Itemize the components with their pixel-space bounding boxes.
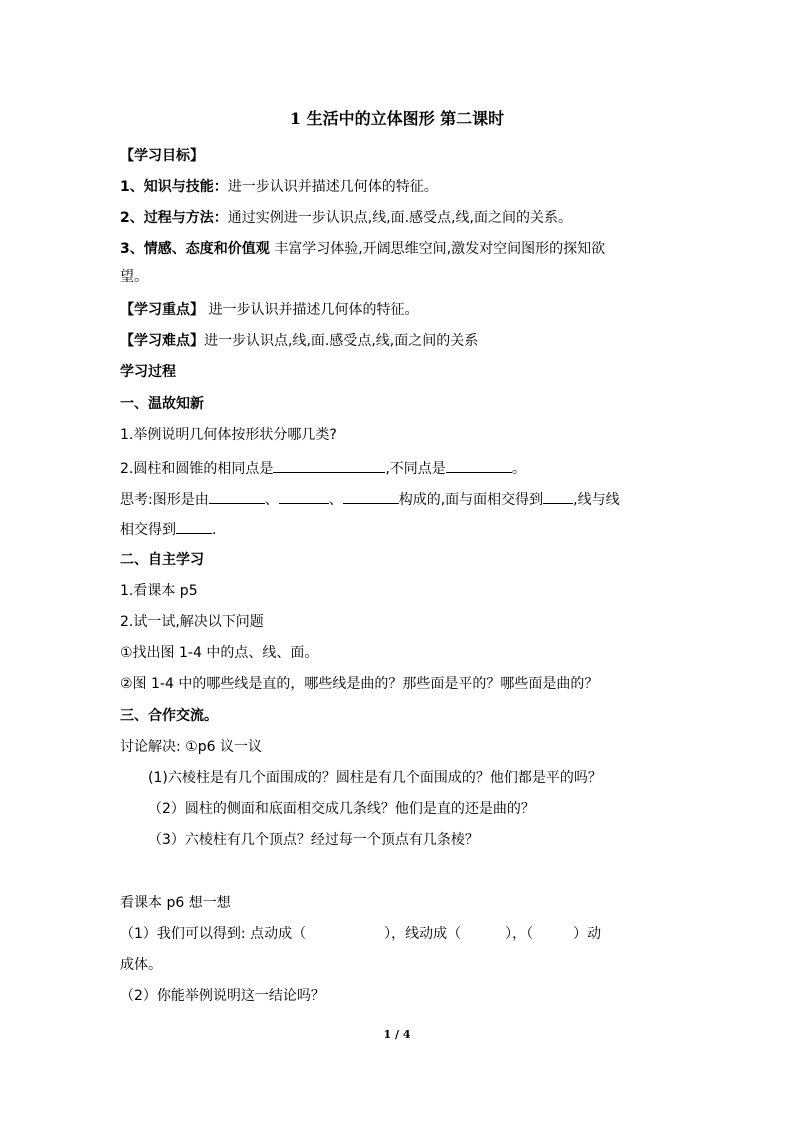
think-part-e: .: [212, 522, 217, 538]
objectives-header: 【学习目标】: [120, 148, 204, 164]
objective-1-label: 1、知识与技能：: [120, 179, 228, 195]
section4-line-2: [120, 924, 680, 944]
section1-q2: [120, 456, 680, 479]
section4-line-3: 成体。: [120, 957, 162, 973]
objective-3-label: 3、情感、态度和价值观: [120, 241, 270, 257]
section4-l2-part-c: ），（: [505, 926, 534, 942]
section1-q2-part-c: 。: [511, 461, 526, 477]
section1-q1: 1.举例说明几何体按形状分哪几类?: [120, 427, 337, 443]
objective-3-continued: 望。: [120, 269, 148, 285]
blank-element-3[interactable]: [343, 487, 399, 504]
objective-2-text: 通过实例进一步认识点,线,面.感受点,线,面之间的关系。: [227, 210, 572, 226]
section4-line-4: （2）你能举例说明这一结论吗？: [120, 988, 325, 1004]
think-part-b: 构成的,面与面相交得到: [398, 492, 544, 508]
difficulty-label: 【学习难点】: [120, 333, 204, 349]
page-number: 1 / 4: [383, 1028, 411, 1041]
section2-line-3: ①找出图 1-4 中的点、线、面。: [120, 645, 319, 661]
section3-line-1: 讨论解决: ①p6 议一议: [120, 739, 262, 755]
key-point-text: 进一步认识并描述几何体的特征。: [204, 302, 419, 318]
difficulty: [120, 331, 680, 351]
section2-line-4: ②图 1-4 中的哪些线是直的，哪些线是曲的？那些面是平的？哪些面是曲的？: [120, 676, 599, 692]
process-header: 学习过程: [120, 364, 176, 380]
blank-line-intersection[interactable]: [176, 517, 212, 534]
section4-l2-part-a: （1）我们可以得到: 点动成（: [120, 926, 307, 942]
section2-line-2: 2.试一试,解决以下问题: [120, 614, 264, 630]
section1-header: 一、温故知新: [120, 396, 204, 412]
section4-l2-part-b: ），线动成（: [384, 926, 462, 942]
objective-3: [120, 239, 680, 259]
objective-1: [120, 177, 680, 197]
section2-line-1: 1.看课本 p5: [120, 583, 198, 599]
blank-face-intersection[interactable]: [543, 487, 573, 504]
think-part-a: 思考:图形是由: [120, 492, 209, 508]
difficulty-text: 进一步认识点,线,面.感受点,线,面之间的关系: [204, 333, 479, 349]
section3-line-3: （2）圆柱的侧面和底面相交成几条线？他们是直的还是曲的？: [148, 801, 535, 817]
key-point-label: 【学习重点】: [120, 302, 204, 318]
section1-q2-part-b: ,不同点是: [385, 461, 446, 477]
section1-q2-part-a: 2.圆柱和圆锥的相同点是: [120, 461, 274, 477]
blank-element-1[interactable]: [209, 487, 265, 504]
blank-element-2[interactable]: [279, 487, 329, 504]
think-sep-2: 、: [328, 492, 343, 508]
section3-line-2: (1)六棱柱是有几个面围成的？圆柱是有几个面围成的？他们都是平的吗？: [148, 770, 602, 786]
think-part-d: 相交得到: [120, 522, 176, 538]
section4-l2-part-d: ）动: [573, 926, 602, 942]
section3-line-4: （3）六棱柱有几个顶点？经过每一个顶点有几条棱？: [148, 832, 479, 848]
blank-difference[interactable]: [446, 456, 512, 473]
think-sep-1: 、: [264, 492, 279, 508]
think-part-c: ,线与线: [573, 492, 620, 508]
objective-1-text: 进一步认识并描述几何体的特征。: [227, 179, 438, 195]
objective-2: [120, 208, 680, 228]
blank-same-point[interactable]: [273, 456, 385, 473]
section4-line-1: 看课本 p6 想一想: [120, 895, 231, 911]
section3-header: 三、合作交流。: [120, 708, 218, 724]
objective-2-label: 2、过程与方法：: [120, 210, 228, 226]
section1-think-continued: [120, 517, 680, 540]
page-title: 1 生活中的立体图形 第二课时: [289, 109, 505, 128]
objective-3-text: 丰富学习体验,开阔思维空间,激发对空间图形的探知欲: [269, 241, 606, 257]
section1-think: [120, 487, 680, 510]
key-point: [120, 300, 680, 320]
section2-header: 二、自主学习: [120, 552, 204, 568]
